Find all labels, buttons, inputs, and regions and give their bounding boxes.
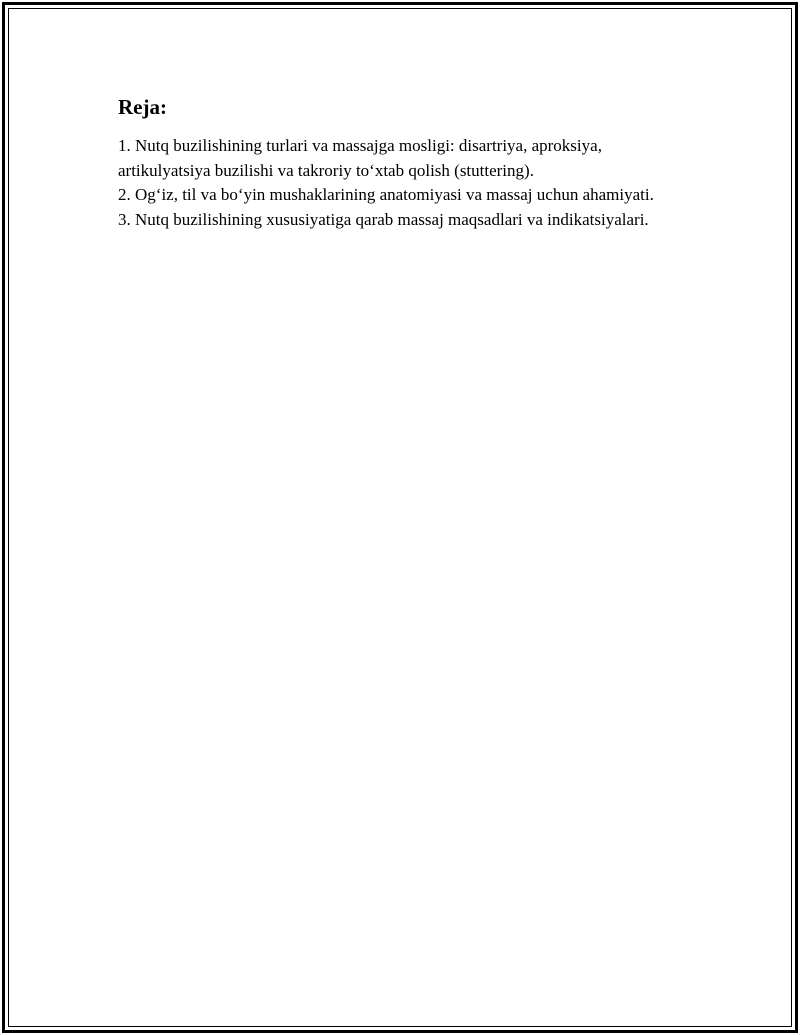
plan-item-3: 3. Nutq buzilishining xususiyatiga qarab massaj maqsadlari va indikatsiyalari. bbox=[118, 209, 649, 229]
plan-item-1: 1. Nutq buzilishining turlari va massajga mosligi: disartriya, aproksiya, artikulyatsiya buzilishi va takroriy to‘xtab qolish (stuttering). bbox=[118, 136, 602, 180]
plan-heading: Reja: bbox=[118, 95, 167, 119]
plan-item-2: 2. Og‘iz, til va bo‘yin mushaklarining anatomiyasi va massaj uchun ahamiyati. bbox=[118, 185, 654, 204]
document-body bbox=[118, 94, 678, 232]
plan-list bbox=[118, 134, 678, 232]
